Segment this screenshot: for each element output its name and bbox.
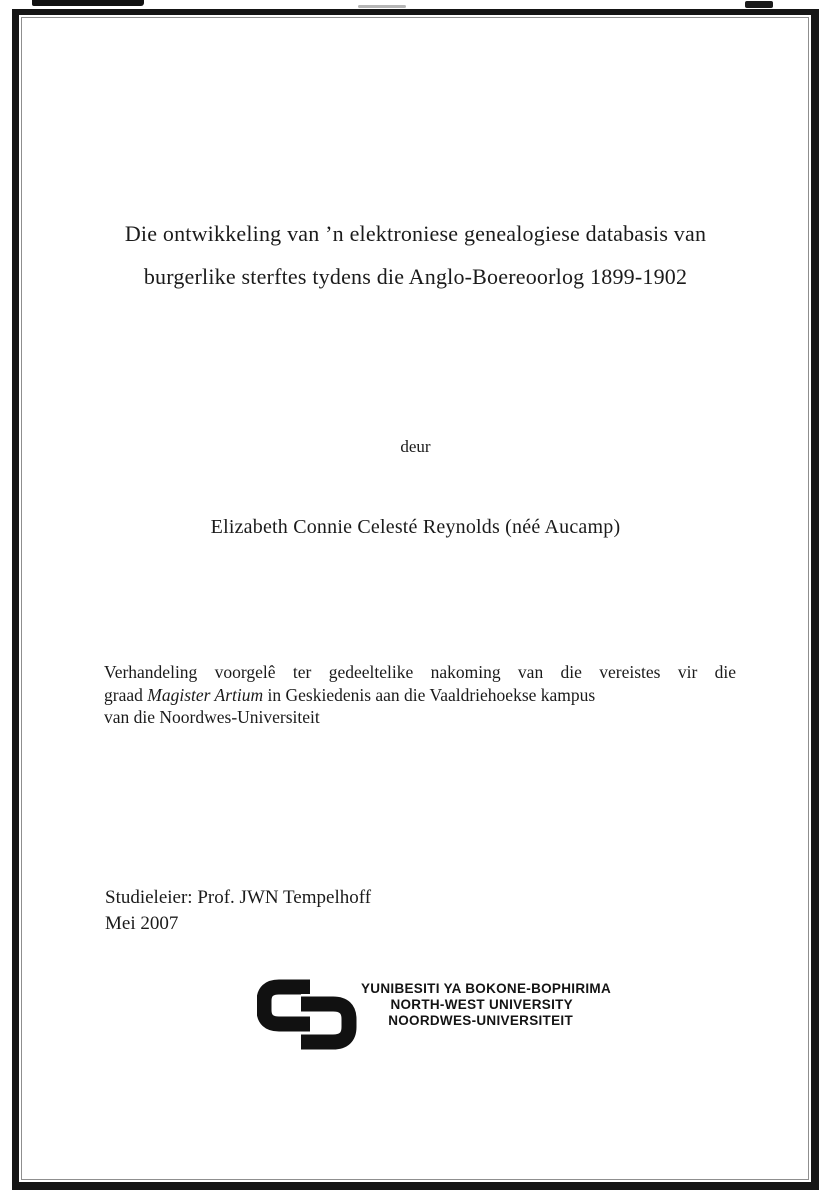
submission-line2-suffix: in Geskiedenis aan die Vaaldriehoekse kampus <box>263 684 596 705</box>
thesis-title-line1: Die ontwikkeling van ’n elektroniese genealogiese databasis van <box>124 221 707 246</box>
university-logo <box>257 978 612 1050</box>
scan-artifact-top-left <box>32 0 144 6</box>
logo-text-afrikaans: NOORDWES-UNIVERSITEIT <box>388 1013 573 1028</box>
submission-line2 <box>104 684 736 707</box>
author-name: Elizabeth Connie Celesté Reynolds (néé Aucamp) <box>210 516 621 538</box>
logo-text-setswana: YUNIBESITI YA BOKONE-BOPHIRIMA <box>361 981 612 996</box>
submission-line2-prefix: graad <box>104 684 148 705</box>
submission-line1: Verhandeling voorgelê ter gedeeltelike nakoming van die vereistes vir die <box>104 662 736 682</box>
logo-text-english: NORTH-WEST UNIVERSITY <box>390 997 573 1012</box>
thesis-title-line2: burgerlike sterftes tydens die Anglo-Boereoorlog 1899-1902 <box>143 264 688 289</box>
byline-label: deur <box>400 437 431 456</box>
supervisor-line: Studieleier: Prof. JWN Tempelhoff <box>105 887 372 908</box>
thesis-title <box>60 212 771 298</box>
submission-line3: van die Noordwes-Universiteit <box>104 707 320 727</box>
north-west-university-logo-mark-icon <box>257 978 357 1050</box>
degree-name-italic: Magister Artium <box>147 684 264 705</box>
supervisor-block <box>105 885 371 937</box>
university-logo-text <box>361 981 612 1029</box>
scan-artifact-top-center <box>358 5 406 8</box>
date-line: Mei 2007 <box>105 913 179 934</box>
submission-statement <box>104 661 736 729</box>
scan-artifact-top-right <box>745 1 773 8</box>
